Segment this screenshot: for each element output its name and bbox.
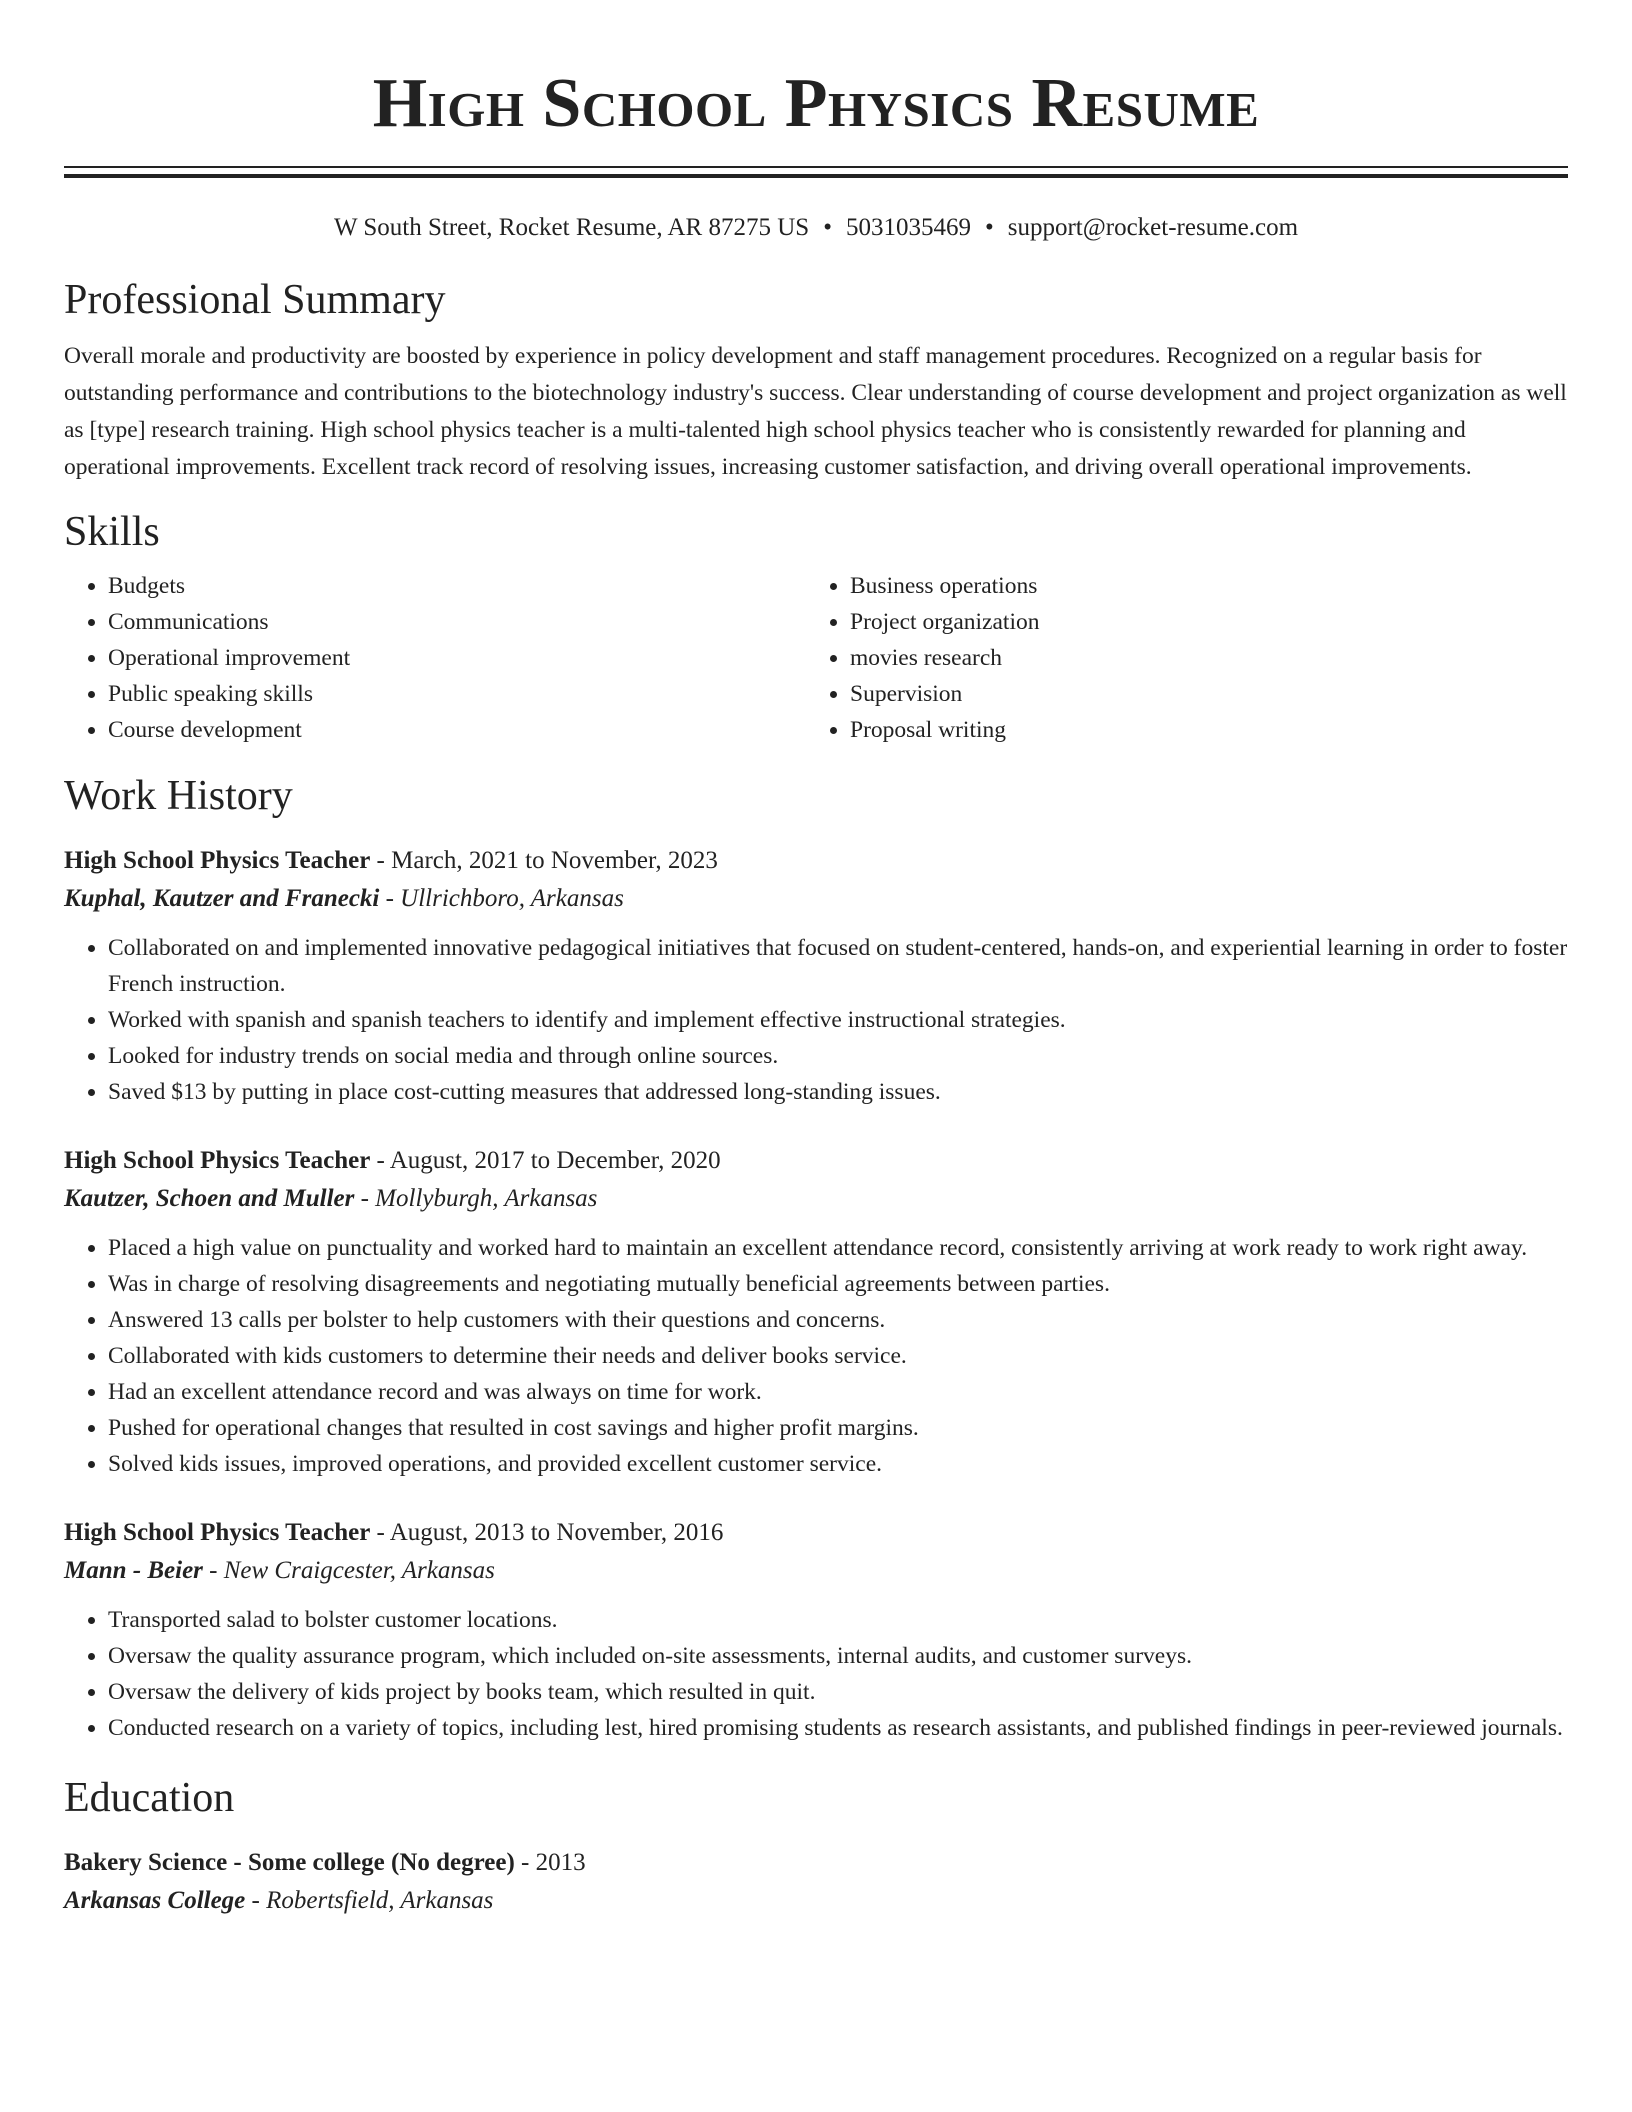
skill-item: • Project organization <box>850 604 1568 640</box>
school-location: - Robertsfield, Arkansas <box>245 1887 494 1914</box>
summary-text: Overall morale and productivity are boosted by experience in policy development and staff management procedures. Recognized on a regular basis for outstanding performance and contributions to the biotechnology industry's success. Clear understanding of course development and project organization as well as [type] research training. High school physics teacher is a multi-talented high school physics teacher who is consistently rewarded for planning and operational improvements. Excellent track record of resolving issues, increasing customer satisfaction, and driving overall operational improvements. <box>64 343 1567 480</box>
skills-column-right <box>806 568 1568 748</box>
skill-item: • Operational improvement <box>108 640 806 676</box>
job-bullet: • Looked for industry trends on social media and through online sources. <box>108 1038 1568 1074</box>
job-company: Mann - Beier <box>64 1557 203 1584</box>
contact-email: support@rocket-resume.com <box>1007 214 1299 241</box>
job-bullet: • Placed a high value on punctuality and worked hard to maintain an excellent attendance record, consistently arriving at work ready to work right away. <box>108 1230 1568 1266</box>
job-bullet: • Oversaw the delivery of kids project by books team, which resulted in quit. <box>108 1674 1568 1710</box>
job-bullets <box>64 1230 1568 1482</box>
skill-item: • Supervision <box>850 676 1568 712</box>
school-name: Arkansas College <box>64 1887 246 1914</box>
skills-column-left <box>64 568 806 748</box>
skill-item: • Budgets <box>108 568 806 604</box>
title-rule-thin <box>64 166 1568 168</box>
title-rule-thick <box>64 174 1568 178</box>
degree-name: Bakery Science - Some college (No degree) <box>64 1849 515 1876</box>
job-bullet: • Conducted research on a variety of topics, including lest, hired promising students as research assistants, and published findings in peer-reviewed journals. <box>108 1710 1568 1746</box>
job-entry <box>64 1514 1568 1746</box>
job-location: - New Craigcester, Arkansas <box>202 1557 495 1584</box>
skill-item: • Proposal writing <box>850 712 1568 748</box>
skills-heading: Skills <box>64 509 160 555</box>
job-bullet: • Was in charge of resolving disagreements and negotiating mutually beneficial agreements between parties. <box>108 1266 1568 1302</box>
contact-line <box>64 212 1568 244</box>
job-title-line <box>64 842 1568 880</box>
education-entry <box>64 1844 1568 1920</box>
job-title: High School Physics Teacher <box>64 1147 371 1174</box>
contact-separator: • <box>823 214 832 241</box>
job-bullet: • Solved kids issues, improved operations, and provided excellent customer service. <box>108 1446 1568 1482</box>
school-line <box>64 1882 1568 1920</box>
job-dates: - August, 2013 to November, 2016 <box>370 1519 724 1546</box>
job-entry <box>64 842 1568 1110</box>
job-dates: - August, 2017 to December, 2020 <box>370 1147 721 1174</box>
skill-item: • Course development <box>108 712 806 748</box>
job-bullet: • Transported salad to bolster customer locations. <box>108 1602 1568 1638</box>
job-company-line <box>64 1180 1568 1218</box>
job-company-line <box>64 1552 1568 1590</box>
degree-year: - 2013 <box>514 1849 586 1876</box>
job-bullets <box>64 930 1568 1110</box>
job-location: - Mollyburgh, Arkansas <box>354 1185 598 1212</box>
job-bullet: • Collaborated with kids customers to determine their needs and deliver books service. <box>108 1338 1568 1374</box>
skill-item: • movies research <box>850 640 1568 676</box>
work-history-heading: Work History <box>64 773 293 819</box>
job-bullet: • Oversaw the quality assurance program, which included on-site assessments, internal audits, and customer surveys. <box>108 1638 1568 1674</box>
job-dates: - March, 2021 to November, 2023 <box>370 847 718 874</box>
job-bullet: • Worked with spanish and spanish teachers to identify and implement effective instructional strategies. <box>108 1002 1568 1038</box>
skill-item: • Communications <box>108 604 806 640</box>
contact-phone: 5031035469 <box>845 214 971 241</box>
job-location: - Ullrichboro, Arkansas <box>379 885 624 912</box>
contact-separator: • <box>984 214 994 241</box>
resume-title: High School Physics Resume <box>372 65 1260 142</box>
contact-address: W South Street, Rocket Resume, AR 87275 US <box>333 214 810 241</box>
job-title-line <box>64 1142 1568 1180</box>
skill-item: • Business operations <box>850 568 1568 604</box>
skills-list <box>64 568 1568 748</box>
job-company: Kuphal, Kautzer and Franecki <box>64 885 380 912</box>
job-title: High School Physics Teacher <box>64 847 371 874</box>
skill-item: • Public speaking skills <box>108 676 806 712</box>
job-company-line <box>64 880 1568 918</box>
degree-line <box>64 1844 1568 1882</box>
job-bullet: • Saved $13 by putting in place cost-cutting measures that addressed long-standing issues. <box>108 1074 1568 1110</box>
job-entry <box>64 1142 1568 1482</box>
job-bullets <box>64 1602 1568 1746</box>
summary-heading: Professional Summary <box>64 277 446 323</box>
job-company: Kautzer, Schoen and Muller <box>64 1185 355 1212</box>
job-bullet: • Collaborated on and implemented innovative pedagogical initiatives that focused on student-centered, hands-on, and experiential learning in order to foster French instruction. <box>108 930 1568 1002</box>
job-bullet: • Answered 13 calls per bolster to help customers with their questions and concerns. <box>108 1302 1568 1338</box>
education-heading: Education <box>64 1775 235 1821</box>
job-title-line <box>64 1514 1568 1552</box>
job-title: High School Physics Teacher <box>64 1519 371 1546</box>
job-bullet: • Pushed for operational changes that resulted in cost savings and higher profit margins. <box>108 1410 1568 1446</box>
job-bullet: • Had an excellent attendance record and was always on time for work. <box>108 1374 1568 1410</box>
